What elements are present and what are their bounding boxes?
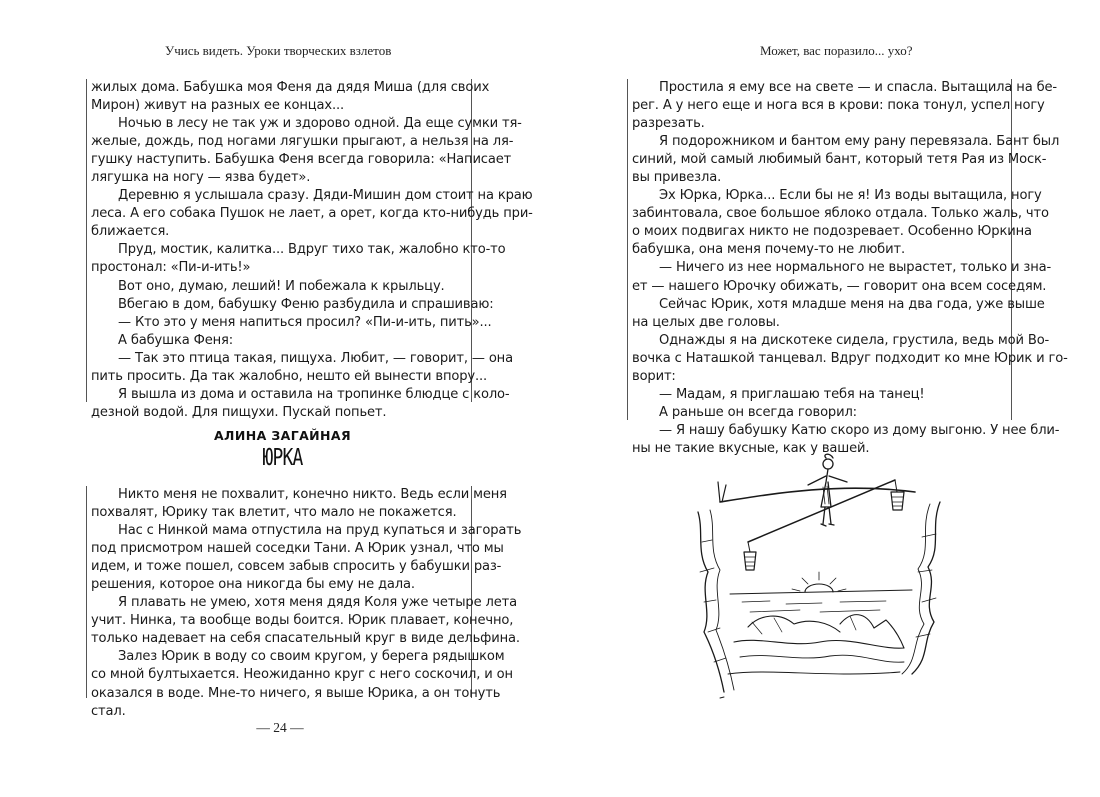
- text-line: желые, дождь, под ногами лягушки прыгают, а нельзя на ля-: [91, 134, 514, 150]
- left-story-margin-rule-left: [86, 486, 87, 698]
- left-page-story-text: [91, 486, 522, 721]
- text-line: стал.: [91, 703, 126, 719]
- text-line: Я подорожником и бантом ему рану перевязала. Бант был: [659, 134, 1060, 150]
- text-line: только надевает на себя спасательный круг в виде дельфина.: [91, 631, 520, 647]
- text-line: Ночью в лесу не так уж и здорово одной. Да еще сумки тя-: [118, 116, 522, 132]
- right-page-text: [632, 79, 1068, 458]
- text-line: ближается.: [91, 224, 170, 240]
- text-line: ет — нашего Юрочку обижать, — говорит она всем соседям.: [632, 278, 1047, 294]
- text-line: пить просить. Да так жалобно, нешто ей вынести впору...: [91, 368, 488, 384]
- text-line: ны не такие вкусные, как у вашей.: [632, 440, 870, 456]
- text-line: Однажды я на дискотеке сидела, грустила, ведь мой Во-: [659, 332, 1050, 348]
- text-line: жилых дома. Бабушка моя Феня да дядя Миша (для своих: [91, 80, 490, 95]
- story-author: АЛИНА ЗАГАЙНАЯ: [213, 428, 352, 443]
- text-line: Деревню я услышала сразу. Дяди-Мишин дом стоит на краю: [118, 188, 533, 204]
- text-line: простонал: «Пи-и-ить!»: [91, 260, 251, 276]
- text-line: лягушка на ногу — язва будет».: [91, 170, 311, 186]
- text-line: вы привезла.: [632, 170, 722, 186]
- text-line: синий, мой самый любимый бант, который тетя Рая из Моск-: [632, 152, 1047, 168]
- text-line: вочка с Наташкой танцевал. Вдруг подходит ко мне Юрик и го-: [632, 350, 1068, 366]
- text-line: — Кто это у меня напиться просил? «Пи-и-ить, пить»...: [118, 314, 492, 330]
- text-line: — Я нашу бабушку Катю скоро из дому выгоню. У нее бли-: [659, 422, 1060, 438]
- text-line: похвалят, Юрику так влетит, что мало не покажется.: [91, 505, 457, 521]
- text-line: — Ничего из нее нормального не вырастет, только и зна-: [659, 260, 1052, 276]
- text-line: Вбегаю в дом, бабушку Феню разбудила и спрашиваю:: [118, 296, 494, 312]
- left-running-head: Учись видеть. Уроки творческих взлетов: [165, 43, 392, 58]
- right-margin-rule-left: [627, 79, 628, 420]
- text-line: Пруд, мостик, калитка... Вдруг тихо так, жалобно кто-то: [118, 242, 506, 258]
- text-line: оказался в воде. Мне-то ничего, я выше Юрика, а он тонуть: [91, 685, 501, 701]
- text-line: решения, которое она никогда бы ему не дала.: [91, 577, 415, 593]
- text-line: под присмотром нашей соседки Тани. А Юрик узнал, что мы: [91, 541, 504, 557]
- text-line: рег. А у него еще и нога вся в крови: пока тонул, успел ногу: [632, 98, 1045, 114]
- text-line: Мирон) живут на разных ее концах...: [91, 98, 345, 114]
- text-line: разрезать.: [632, 116, 705, 132]
- story-title: ЮРКА: [262, 445, 303, 471]
- text-line: Вот оно, думаю, леший! И побежала к крыльцу.: [118, 278, 445, 294]
- right-running-head: Может, вас поразило... ухо?: [760, 43, 913, 58]
- text-line: — Мадам, я приглашаю тебя на танец!: [659, 386, 925, 402]
- text-line: Никто меня не похвалит, конечно никто. Ведь если меня: [118, 487, 507, 502]
- text-line: идем, и тоже пошел, совсем забыв спросить у бабушки раз-: [91, 559, 502, 575]
- left-top-margin-rule-left: [86, 79, 87, 402]
- text-line: забинтовала, свое большое яблоко отдала. Только жаль, что: [632, 206, 1049, 222]
- text-line: Сейчас Юрик, хотя младше меня на два года, уже выше: [659, 296, 1045, 312]
- text-line: дезной водой. Для пищухи. Пускай попьет.: [91, 404, 387, 420]
- text-line: гушку наступить. Бабушка Феня всегда говорила: «Написает: [91, 152, 512, 168]
- text-line: на целых две головы.: [632, 314, 780, 330]
- text-line: со мной бултыхается. Неожиданно круг с него соскочил, и он: [91, 667, 513, 683]
- text-line: Я плавать не умею, хотя меня дядя Коля уже четыре лета: [118, 595, 517, 611]
- text-line: Я вышла из дома и оставила на тропинке блюдце с коло-: [118, 386, 510, 402]
- text-line: учит. Нинка, та вообще воды боится. Юрик плавает, конечно,: [91, 613, 514, 629]
- text-line: А бабушка Феня:: [118, 332, 234, 348]
- tightrope-walker-sketch-icon: [690, 452, 950, 702]
- text-line: Нас с Нинкой мама отпустила на пруд купаться и загорать: [118, 523, 522, 539]
- text-line: бабушка, она меня почему-то не любит.: [632, 242, 905, 258]
- text-line: Эх Юрка, Юрка... Если бы не я! Из воды вытащила, ногу: [659, 188, 1042, 204]
- page-number: — 24 —: [256, 720, 304, 735]
- left-page-top-text: [91, 79, 533, 422]
- text-line: о моих подвигах никто не подозревает. Особенно Юркина: [632, 224, 1032, 240]
- text-line: леса. А его собака Пушок не лает, а орет, когда кто-нибудь при-: [91, 206, 533, 222]
- right-margin-rule-right: [1011, 79, 1012, 420]
- text-line: А раньше он всегда говорил:: [659, 404, 857, 420]
- text-line: Залез Юрик в воду со своим кругом, у берега рядышком: [118, 649, 505, 665]
- text-line: Простила я ему все на свете — и спасла. Вытащила на бе-: [659, 80, 1057, 95]
- text-line: — Так это птица такая, пищуха. Любит, — говорит, — она: [118, 350, 513, 366]
- text-line: ворит:: [632, 368, 676, 384]
